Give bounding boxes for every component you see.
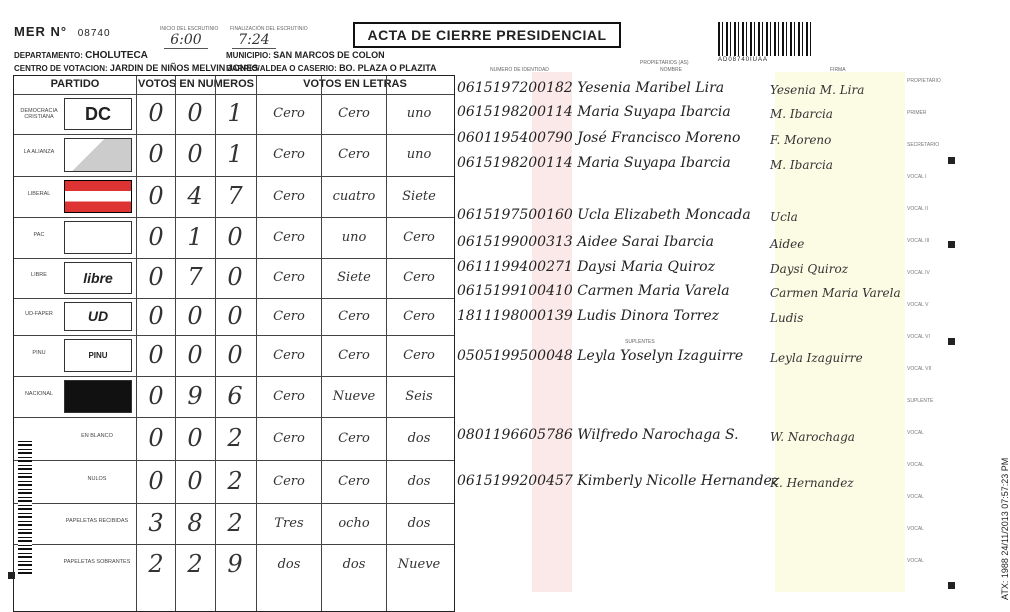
vote-word: Cero — [273, 106, 305, 121]
fin-label: FINALIZACIÓN DEL ESCRUTINIO — [230, 26, 308, 32]
member-id-name: 1811198000139 Ludis Dinora Torrez — [457, 308, 719, 324]
party-name: LIBERAL — [27, 190, 51, 197]
municipio: MUNICIPIO: SAN MARCOS DE COLON — [226, 50, 385, 60]
member-signature: Ucla — [770, 210, 798, 224]
vote-digit: 2 — [148, 550, 164, 578]
vote-word: Cero — [403, 347, 435, 363]
vote-word: Cero — [273, 188, 305, 204]
vote-word: Cero — [338, 430, 370, 446]
role-label: VOCAL — [907, 430, 924, 436]
role-label: SECRETARIO — [907, 142, 940, 148]
vote-word: Cero — [273, 270, 305, 285]
nombre-header: NOMBRE — [660, 67, 682, 73]
party-name: EN BLANCO — [81, 432, 113, 439]
member-signature: Daysi Quiroz — [770, 262, 849, 276]
vote-word: uno — [341, 229, 367, 245]
role-label: VOCAL V — [907, 302, 929, 308]
table-row — [14, 258, 454, 259]
party-name: DEMOCRACIA CRISTIANA — [20, 108, 58, 120]
member-signature: M. Ibarcia — [770, 107, 833, 121]
vote-word: Cero — [273, 308, 305, 324]
table-row — [14, 460, 454, 461]
barrio: BARRIO/ALDEA O CASERIO: BO. PLAZA O PLAZITA — [226, 63, 437, 73]
vote-word: Cero — [403, 229, 435, 245]
registration-mark — [948, 241, 955, 248]
vote-digit: 4 — [187, 181, 203, 210]
id-header: NUMERO DE IDENTIDAD — [490, 67, 549, 73]
vote-word: Cero — [403, 270, 435, 285]
member-id-name: 0615197500160 Ucla Elizabeth Moncada — [457, 207, 751, 223]
side-stamp: ATX: 1988 24/11/2013 07:57:23 PM — [1000, 457, 1010, 600]
table-row — [14, 417, 454, 418]
vote-digit: 7 — [227, 181, 243, 210]
vote-word: dos — [407, 473, 431, 489]
party-name: NACIONAL — [24, 390, 54, 397]
member-id-name: 0801196605786 Wilfredo Narochaga S. — [457, 427, 739, 443]
party-logo — [64, 138, 132, 172]
role-label: VOCAL IV — [907, 270, 930, 276]
member-id-name: 0601195400790 José Francisco Moreno — [457, 130, 741, 146]
vote-digit: 1 — [227, 99, 243, 127]
vote-word: Nueve — [397, 557, 441, 572]
role-label: PRIMER — [907, 110, 927, 116]
party-logo: PINU — [64, 339, 132, 372]
party-logo — [64, 221, 132, 254]
vote-word: uno — [406, 147, 432, 162]
table-row — [14, 176, 454, 177]
inicio-time: 6:00 — [164, 32, 208, 49]
member-signature: Aidee — [770, 237, 805, 251]
member-signature: Ludis — [770, 311, 804, 325]
vote-digit: 0 — [148, 140, 164, 168]
mer-label: MER N° — [14, 24, 68, 39]
suplentes-header: SUPLENTES — [625, 339, 655, 345]
member-signature: Leyla Izaguirre — [770, 351, 863, 365]
votes-table — [13, 75, 455, 612]
role-label: PROPIETARIO — [907, 78, 941, 84]
vote-digit: 0 — [148, 381, 164, 410]
vote-digit: 0 — [227, 222, 243, 251]
party-name: NULOS — [87, 475, 107, 482]
member-id-name: 0611199400271 Daysi Maria Quiroz — [457, 259, 715, 275]
vote-word: Cero — [338, 106, 370, 121]
vote-digit: 1 — [187, 222, 203, 251]
vote-word: dos — [407, 515, 431, 531]
vote-digit: 0 — [148, 181, 164, 210]
party-logo: libre — [64, 262, 132, 294]
vote-digit: 7 — [187, 263, 203, 291]
signature-column-shade — [775, 72, 905, 592]
vote-digit: 0 — [187, 140, 203, 168]
centro-votacion: CENTRO DE VOTACION: JARDIN DE NIÑOS MELVIN JONES — [14, 63, 259, 73]
barcode — [718, 22, 814, 56]
party-logo — [64, 380, 132, 413]
table-row — [14, 376, 454, 377]
vote-word: dos — [407, 430, 431, 446]
vote-digit: 0 — [148, 222, 164, 251]
vote-word: Cero — [273, 473, 305, 489]
member-id-name: 0505199500048 Leyla Yoselyn Izaguirre — [457, 348, 744, 364]
numeros-header: VOTOS EN NUMEROS — [138, 78, 254, 90]
table-row — [14, 94, 454, 95]
party-name: PAPELETAS SOBRANTES — [63, 559, 131, 565]
member-id-name: 0615199200457 Kimberly Nicolle Hernandez — [457, 473, 780, 489]
member-id-name: 0615198200114 Maria Suyapa Ibarcia — [457, 155, 731, 171]
member-signature: Carmen Maria Varela — [770, 286, 901, 300]
role-label: VOCAL I — [907, 174, 927, 180]
party-logo: DC — [64, 98, 132, 130]
party-name: LIBRE — [31, 272, 47, 278]
vote-digit: 1 — [227, 140, 243, 168]
vote-word: dos — [277, 557, 301, 572]
vote-word: Cero — [338, 473, 370, 489]
vote-word: Siete — [337, 270, 371, 285]
table-row — [14, 544, 454, 545]
party-name: PINU — [32, 349, 46, 356]
member-id-name: 0615197200182 Yesenia Maribel Lira — [457, 80, 725, 96]
vote-digit: 3 — [148, 508, 164, 537]
departamento: DEPARTAMENTO: CHOLUTECA — [14, 50, 148, 61]
vote-digit: 9 — [187, 381, 203, 410]
member-id-name: 0615199100410 Carmen Maria Varela — [457, 283, 730, 299]
propietarios-header: PROPIETARIOS (AS) — [640, 60, 689, 66]
party-name: UD-FAPER — [25, 310, 53, 317]
party-logo — [64, 180, 132, 213]
mer-number — [14, 24, 111, 39]
vote-word: Siete — [402, 188, 436, 204]
vote-digit: 0 — [187, 301, 203, 330]
vote-word: cuatro — [332, 188, 376, 204]
role-label: SUPLENTE — [907, 398, 934, 404]
table-row — [14, 134, 454, 135]
table-row — [14, 217, 454, 218]
vote-digit: 6 — [227, 381, 243, 410]
vote-word: Cero — [403, 308, 435, 324]
vote-word: Cero — [273, 347, 305, 363]
vote-word: Cero — [338, 308, 370, 324]
vote-word: Cero — [273, 430, 305, 446]
member-id-name: 0615198200114 Maria Suyapa Ibarcia — [457, 104, 731, 120]
table-row — [14, 298, 454, 299]
member-signature: K. Hernandez — [770, 476, 854, 490]
member-id-name: 0615199000313 Aidee Sarai Ibarcia — [457, 234, 714, 250]
role-label: VOCAL — [907, 558, 924, 564]
vote-digit: 8 — [187, 508, 203, 537]
role-label: VOCAL — [907, 462, 924, 468]
vote-digit: 2 — [187, 550, 203, 578]
party-name: LA ALIANZA — [23, 149, 55, 155]
vote-digit: 2 — [227, 508, 243, 537]
role-label: VOCAL VI — [907, 334, 930, 340]
member-signature: M. Ibarcia — [770, 158, 833, 172]
inicio-label: INICIO DEL ESCRUTINIO — [160, 26, 219, 32]
vote-digit: 0 — [227, 263, 243, 291]
party-logo: UD — [64, 302, 132, 331]
vote-digit: 0 — [187, 423, 203, 452]
document-title: ACTA DE CIERRE PRESIDENCIAL — [353, 22, 621, 48]
member-signature: W. Narochaga — [770, 430, 855, 444]
vote-digit: 0 — [148, 340, 164, 369]
role-label: VOCAL VII — [907, 366, 932, 372]
barcode-text: AD08740IUAA — [718, 57, 769, 63]
vote-word: dos — [342, 557, 366, 572]
role-label: VOCAL — [907, 526, 924, 532]
vote-word: uno — [406, 106, 432, 121]
side-barcode — [18, 440, 32, 574]
member-signature: Yesenia M. Lira — [770, 83, 865, 97]
vote-digit: 0 — [187, 466, 203, 495]
role-label: VOCAL II — [907, 206, 928, 212]
role-label: VOCAL III — [907, 238, 930, 244]
table-row — [14, 503, 454, 504]
vote-digit: 0 — [187, 340, 203, 369]
vote-digit: 0 — [227, 340, 243, 369]
partido-header: PARTIDO — [50, 78, 100, 90]
vote-digit: 2 — [227, 466, 243, 495]
vote-digit: 0 — [187, 99, 203, 127]
role-label: VOCAL — [907, 494, 924, 500]
party-name: PAPELETAS RECIBIDAS — [65, 517, 129, 524]
vote-word: ocho — [338, 515, 370, 531]
registration-mark — [948, 338, 955, 345]
vote-digit: 0 — [148, 263, 164, 291]
registration-mark — [948, 582, 955, 589]
vote-word: Tres — [274, 515, 304, 531]
id-column-shade — [532, 72, 572, 592]
vote-word: Cero — [338, 347, 370, 363]
letras-header: VOTOS EN LETRAS — [303, 78, 407, 90]
registration-mark — [8, 572, 15, 579]
vote-digit: 0 — [148, 466, 164, 495]
vote-digit: 0 — [148, 423, 164, 452]
mer-value: 08740 — [77, 28, 111, 39]
fin-time: 7:24 — [232, 32, 276, 49]
vote-digit: 2 — [227, 423, 243, 452]
vote-word: Cero — [273, 388, 305, 404]
firma-header: FIRMA — [830, 67, 846, 73]
vote-digit: 9 — [227, 550, 243, 578]
member-signature: F. Moreno — [770, 133, 832, 147]
vote-word: Cero — [273, 229, 305, 245]
table-row — [14, 335, 454, 336]
registration-mark — [948, 157, 955, 164]
vote-digit: 0 — [148, 301, 164, 330]
vote-word: Cero — [273, 147, 305, 162]
vote-word: Seis — [405, 388, 433, 404]
vote-word: Nueve — [332, 388, 376, 404]
vote-digit: 0 — [148, 99, 164, 127]
vote-digit: 0 — [227, 301, 243, 330]
vote-word: Cero — [338, 147, 370, 162]
party-name: PAC — [33, 231, 45, 238]
